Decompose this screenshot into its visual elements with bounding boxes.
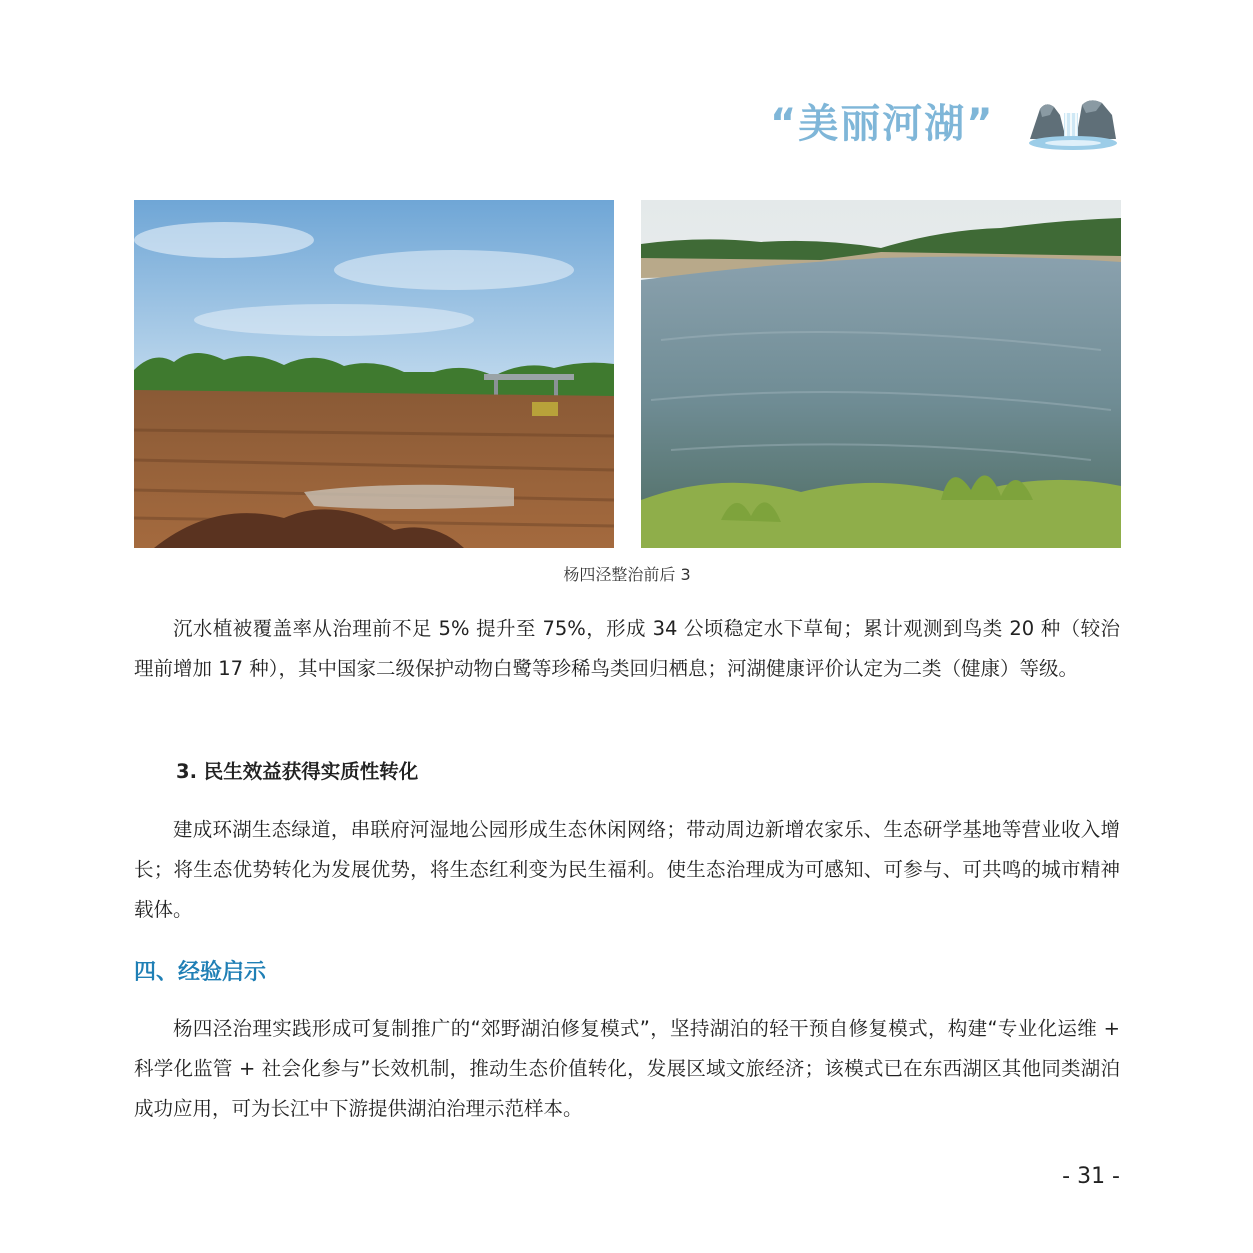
photo-caption: 杨四泾整治前后 3 [563,565,691,584]
paragraph-livelihood-benefits: 建成环湖生态绿道，串联府河湿地公园形成生态休闲网络；带动周边新增农家乐、生态研学基地等营业收入增长；将生态优势转化为发展优势，将生态红利变为民生福利。使生态治理成为可感知、可参与、可共鸣的城市精神载体。 [134,818,1120,921]
page-number: - 31 - [1062,1164,1120,1189]
earthwork-site-photo [134,200,614,548]
paragraph-experience: 杨四泾治理实践形成可复制推广的“郊野湖泊修复模式”，坚持湖泊的轻干预自修复模式，构建“专业化运维 + 科学化监管 + 社会化参与”长效机制，推动生态价值转化，发展区域文旅经济；该模式已在东西湖区其他同类湖泊成功应用，可为长江中下游提供湖泊治理示范样本。 [134,1017,1120,1120]
lake-landscape-icon [1026,95,1120,151]
paragraph-ecological-results: 沉水植被覆盖率从治理前不足 5% 提升至 75%，形成 34 公顷稳定水下草甸；累计观测到鸟类 20 种（较治理前增加 17 种），其中国家二级保护动物白鹭等珍稀鸟类回归栖息；河湖健康评价认定为二类（健康）等级。 [134,617,1120,680]
restored-lake-photo [641,200,1121,548]
section-title-experience: 四、经验启示 [134,960,267,985]
chapter-title: “美丽河湖” [770,101,995,147]
subheading-livelihood-benefits: 3. 民生效益获得实质性转化 [176,760,419,783]
